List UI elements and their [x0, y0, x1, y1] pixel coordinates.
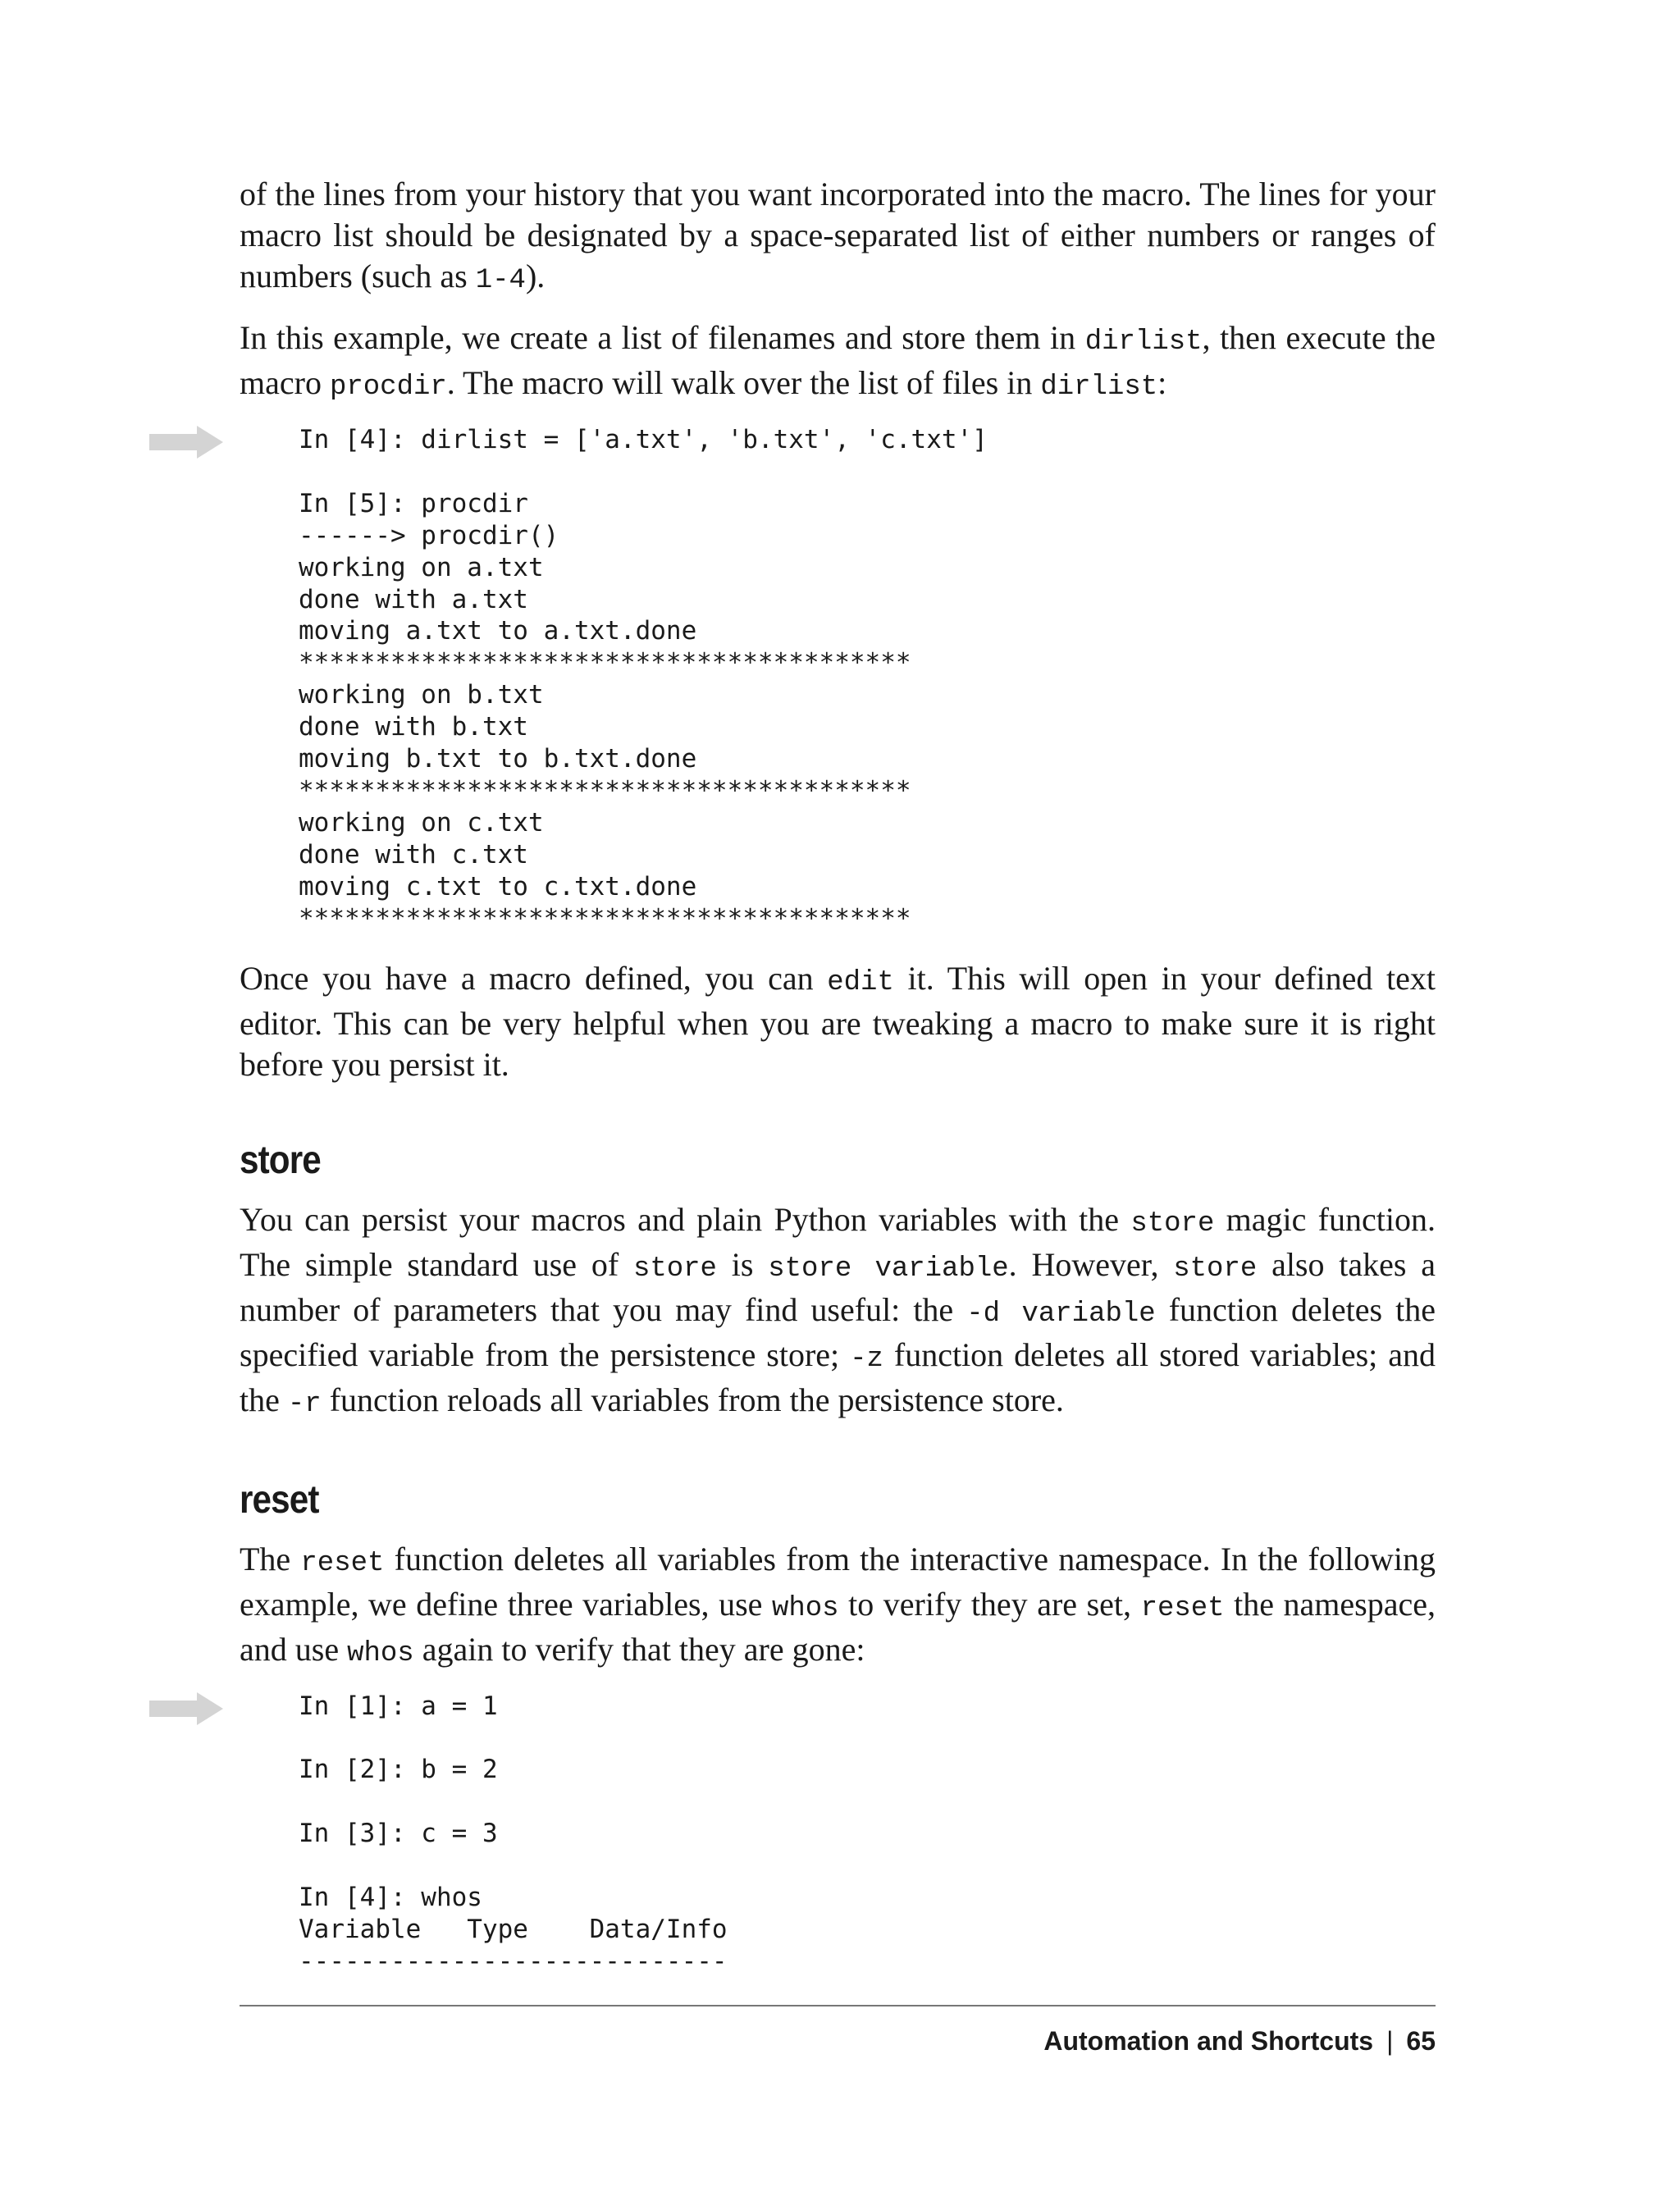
right-arrow-icon — [149, 1692, 223, 1725]
text: also takes a number of parameters that you may find useful: the — [240, 1245, 1436, 1328]
text: The — [240, 1540, 301, 1577]
paragraph-store — [240, 1199, 1436, 1425]
text: the namespace, and use — [240, 1585, 1436, 1668]
page-content — [240, 174, 1436, 2001]
inline-code: store — [632, 1253, 717, 1285]
text: to verify they are set, — [838, 1585, 1141, 1623]
right-arrow-icon — [149, 426, 223, 459]
section-heading-store: store — [240, 1138, 321, 1182]
code-listing: In [1]: a = 1 In [2]: b = 2 In [3]: c = 3 In [4]: whos Variable Type Data/Info ---------------------------- — [299, 1691, 728, 1976]
page-number: 65 — [1406, 2026, 1436, 2056]
inline-code: reset — [300, 1547, 385, 1579]
code-block-procdir — [240, 424, 1436, 935]
inline-code: edit — [827, 966, 894, 998]
inline-code: 1-4 — [475, 265, 526, 296]
inline-code: -z — [850, 1343, 883, 1375]
text: ). — [525, 258, 546, 294]
text: it. This will open in your defined text editor. This can be very helpful when you are tweaking a macro to make sure it is right before you persist it. — [240, 959, 1436, 1083]
inline-code: whos — [347, 1637, 414, 1669]
code-block-reset — [240, 1691, 1436, 1978]
text: function deletes the specified variable from the persistence store; — [240, 1290, 1436, 1373]
paragraph-edit-macro — [240, 958, 1436, 1085]
inline-code: whos — [771, 1592, 839, 1624]
code-listing: In [4]: dirlist = ['a.txt', 'b.txt', 'c.txt'] In [5]: procdir ------> procdir() working on a.txt done with a.txt moving a.txt to a.txt.done **************************************** working on b.txt done with b.txt moving b.txt to b.txt.done **************************************** working on c.txt done with c.txt moving c.txt to c.txt.done **************************************** — [299, 425, 988, 934]
text: function reloads all variables from the persistence store. — [321, 1381, 1064, 1418]
text: function deletes all variables from the interactive namespace. In the following example, we define three variables, use — [240, 1540, 1436, 1623]
inline-code: -r — [287, 1388, 322, 1420]
page-footer — [240, 2005, 1436, 2056]
paragraph-macro-lines — [240, 174, 1436, 301]
text: : — [1157, 364, 1167, 401]
text: Once you have a macro defined, you can — [240, 959, 828, 997]
paragraph-reset — [240, 1539, 1436, 1674]
inline-code: -d variable — [966, 1298, 1156, 1330]
inline-code: store — [1173, 1253, 1258, 1285]
inline-code: dirlist — [1084, 326, 1203, 358]
text: . The macro will walk over the list of files in — [446, 364, 1041, 401]
text: magic function. The simple standard use of — [240, 1200, 1436, 1283]
chapter-title: Automation and Shortcuts — [1043, 2026, 1374, 2056]
text: function deletes all stored variables; and the — [240, 1335, 1436, 1418]
inline-code: store variable — [768, 1253, 1009, 1285]
section-heading-reset: reset — [240, 1477, 319, 1522]
text: . However, — [1008, 1245, 1174, 1283]
inline-code: procdir — [329, 372, 447, 403]
text: You can persist your macros and plain Python variables with the — [240, 1200, 1131, 1238]
text: of the lines from your history that you want incorporated into the macro. The lines for your macro list should be designated by a space-separated list of either numbers or ranges of numbers (such as — [240, 176, 1436, 294]
text: , then execute the macro — [240, 319, 1436, 401]
inline-code: reset — [1140, 1592, 1225, 1624]
text: is — [716, 1245, 769, 1283]
inline-code: store — [1130, 1208, 1215, 1239]
running-footer — [1043, 2026, 1436, 2057]
text: again to verify that they are gone: — [413, 1630, 865, 1668]
paragraph-example-intro — [240, 317, 1436, 408]
inline-code: dirlist — [1040, 372, 1158, 403]
footer-separator: | — [1386, 2026, 1394, 2056]
text: In this example, we create a list of filenames and store them in — [240, 319, 1085, 356]
